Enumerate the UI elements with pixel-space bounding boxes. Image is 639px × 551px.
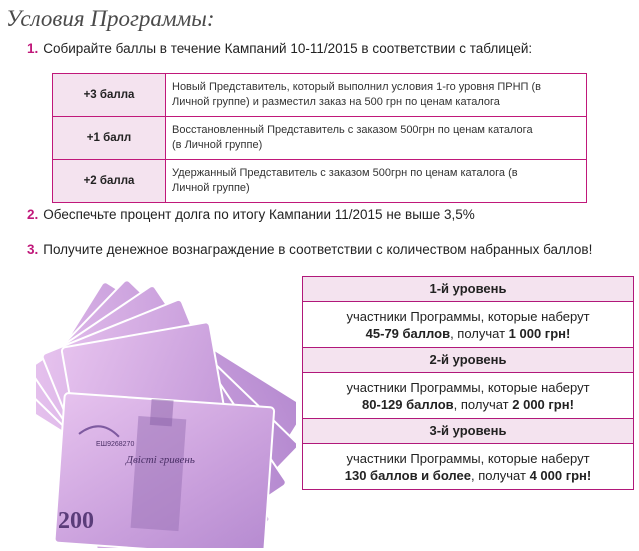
step-number: 2. — [27, 207, 39, 222]
step-2 — [27, 207, 475, 222]
level-range: 45-79 баллов — [365, 326, 451, 341]
level-line — [307, 467, 629, 484]
level-description — [303, 373, 633, 419]
description-line: Личной группе) — [172, 182, 250, 194]
points-cell: +2 балла — [53, 160, 166, 203]
step-text: Получите денежное вознаграждение в соответствии с количеством набранных баллов! — [43, 242, 593, 257]
banknote-caption: Двісті гривень — [126, 454, 195, 466]
banknote-denomination: 200 — [58, 508, 94, 534]
level-line: участники Программы, которые наберут — [346, 309, 590, 324]
level-header: 2-й уровень — [303, 348, 633, 373]
banknote-serial: ЕШ9268270 — [96, 441, 135, 448]
description-line: Восстановленный Представитель с заказом 500грн по ценам каталога — [172, 124, 533, 136]
level-amount: 1 000 грн — [508, 326, 566, 341]
page-title: Условия Программы: — [6, 6, 215, 31]
levels-table — [302, 276, 634, 490]
level-line — [307, 396, 629, 413]
level-end: ! — [586, 468, 592, 483]
step-text: Обеспечьте процент долга по итогу Кампании 11/2015 не выше 3,5% — [43, 207, 475, 222]
level-end: ! — [566, 326, 571, 341]
level-range: 130 баллов и более — [344, 468, 471, 483]
table-row — [53, 74, 587, 117]
level-description — [303, 302, 633, 348]
step-3 — [27, 242, 592, 257]
description-line: Новый Представитель, который выполнил условия 1-го уровня ПРНП (в — [172, 81, 542, 93]
step-text: Собирайте баллы в течение Кампаний 10-11/2015 в соответствии с таблицей: — [43, 41, 533, 56]
level-range: 80-129 баллов — [362, 397, 454, 412]
table-row — [53, 117, 587, 160]
level-amount: 2 000 грн — [512, 397, 570, 412]
level-header: 3-й уровень — [303, 419, 633, 444]
level-line: участники Программы, которые наберут — [346, 451, 590, 466]
description-cell — [166, 74, 587, 117]
level-end: ! — [569, 397, 574, 412]
description-line: Удержанный Представитель с заказом 500грн по ценам каталога (в — [172, 167, 518, 179]
step-number: 1. — [27, 41, 39, 56]
level-mid: , получат — [470, 468, 530, 483]
level-line — [307, 325, 629, 342]
points-cell: +1 балл — [53, 117, 166, 160]
level-description — [303, 444, 633, 489]
level-line: участники Программы, которые наберут — [346, 380, 590, 395]
step-1 — [27, 41, 532, 56]
description-line: (в Личной группе) — [172, 139, 263, 151]
step-number: 3. — [27, 242, 39, 257]
description-cell — [166, 160, 587, 203]
description-cell — [166, 117, 587, 160]
level-header: 1-й уровень — [303, 277, 633, 302]
level-mid: , получат — [450, 326, 509, 341]
level-amount: 4 000 грн — [529, 468, 587, 483]
banknotes-image — [36, 258, 296, 548]
table-row — [53, 160, 587, 203]
description-line: Личной группе) и разместил заказ на 500 грн по ценам каталога — [172, 96, 500, 108]
level-mid: , получат — [453, 397, 513, 412]
points-table — [52, 73, 587, 203]
points-cell: +3 балла — [53, 74, 166, 117]
